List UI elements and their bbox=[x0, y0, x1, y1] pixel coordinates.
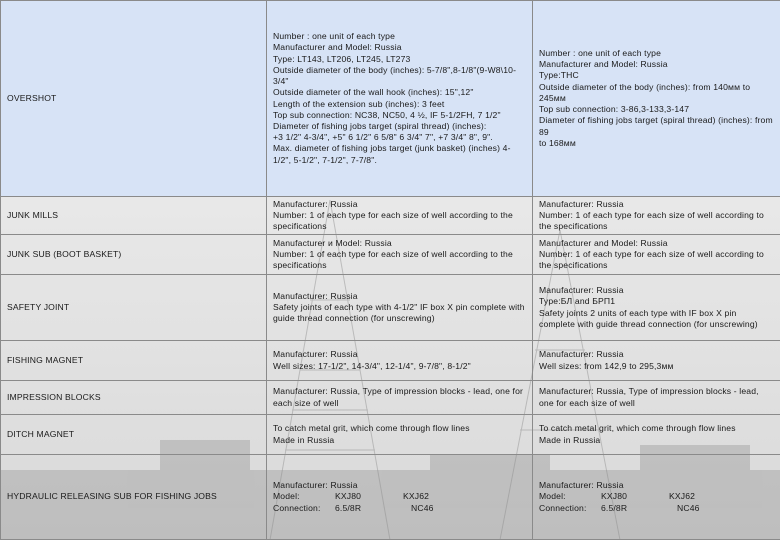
connection-value-1: 6.5/8R bbox=[335, 502, 362, 513]
table-row bbox=[1, 1, 780, 197]
overshot-spec-col1 bbox=[267, 1, 533, 197]
spec-line: Made in Russia bbox=[273, 434, 335, 445]
row-label: OVERSHOT bbox=[1, 1, 267, 197]
spec-line: Outside diameter of the body (inches): 5-7/8",8-1/8"(9-W8\10-3/4" bbox=[273, 64, 517, 87]
model-value-2: KXJ62 bbox=[669, 491, 696, 502]
junk-mills-col2 bbox=[533, 197, 780, 235]
hydraulic-sub-col2 bbox=[533, 455, 780, 540]
spec-line: Outside diameter of the wall hook (inches): 15",12" bbox=[273, 87, 474, 98]
spec-line: Number : one unit of each type bbox=[273, 31, 396, 42]
spec-line: Manufacturer and Model: Russia bbox=[539, 59, 668, 70]
model-value-2: KXJ62 bbox=[403, 491, 430, 502]
spec-line: Safety joints 2 units of each type with IF box X pin complete with guide thread connection (for unscrewing) bbox=[539, 307, 758, 329]
spec-line: Manufacturer and Model: Russia bbox=[539, 237, 668, 248]
spec-line: Manufacturer: Russia bbox=[539, 198, 624, 209]
spec-line: Manufacturer: Russia, Type of impression blocks - lead, one for each size of well bbox=[539, 386, 759, 408]
spec-line: To catch metal grit, which come through flow lines bbox=[539, 423, 736, 434]
spec-line: Top sub connection: 3-86,3-133,3-147 bbox=[539, 104, 690, 115]
spec-line: Number: 1 of each type for each size of well according to the specifications bbox=[539, 248, 764, 271]
fishing-magnet-col2 bbox=[533, 341, 780, 381]
spec-line: Number: 1 of each type for each size of well according to the specifications bbox=[539, 209, 764, 232]
safety-joint-col1 bbox=[267, 275, 533, 341]
overshot-spec-col2 bbox=[533, 1, 780, 197]
row-label: IMPRESSION BLOCKS bbox=[1, 381, 267, 415]
connection-line bbox=[273, 503, 526, 514]
model-line bbox=[539, 491, 774, 502]
spec-line: Manufacturer: Russia bbox=[539, 480, 624, 491]
hydraulic-sub-col1 bbox=[267, 455, 533, 540]
spec-line: Number: 1 of each type for each size of well according to the specifications bbox=[273, 248, 513, 271]
model-line bbox=[273, 491, 526, 502]
spec-line: Outside diameter of the body (inches): from 140мм to 245мм bbox=[539, 81, 751, 103]
spec-line: Type:БЛ and БРП1 bbox=[539, 296, 616, 307]
spec-line: Length of the extension sub (inches): 3 feet bbox=[273, 98, 445, 109]
model-key: Model: bbox=[273, 491, 300, 502]
spec-line: Manufacturer: Russia bbox=[539, 349, 624, 360]
row-label: JUNK SUB (BOOT BASKET) bbox=[1, 235, 267, 275]
connection-value-1: 6.5/8R bbox=[601, 502, 628, 513]
impression-blocks-col2 bbox=[533, 381, 780, 415]
spec-line: Manufacturer: Russia bbox=[273, 349, 358, 360]
fishing-magnet-col1 bbox=[267, 341, 533, 381]
table-row bbox=[1, 197, 780, 235]
spec-line: Manufacturer and Model: Russia bbox=[273, 42, 402, 53]
ditch-magnet-col1 bbox=[267, 415, 533, 455]
spec-line: Manufacturer: Russia, Type of impression blocks - lead, one for each size of well bbox=[273, 386, 524, 408]
connection-key: Connection: bbox=[273, 502, 321, 513]
connection-value-2: NC46 bbox=[411, 502, 434, 513]
table-row bbox=[1, 275, 780, 341]
row-label: SAFETY JOINT bbox=[1, 275, 267, 341]
junk-sub-col1 bbox=[267, 235, 533, 275]
connection-value-2: NC46 bbox=[677, 502, 700, 513]
spec-line: Made in Russia bbox=[539, 434, 601, 445]
spec-line: To catch metal grit, which come through flow lines bbox=[273, 423, 470, 434]
spec-line: Type: LT143, LT206, LT245, LT273 bbox=[273, 53, 411, 64]
ditch-magnet-col2 bbox=[533, 415, 780, 455]
spec-line: +3 1/2" 4-3/4", +5" 6 1/2" 6 5/8" 6 3/4" 7", +7 3/4" 8", 9". bbox=[273, 132, 493, 143]
spec-line: Diameter of fishing jobs target (spiral thread) (inches): bbox=[273, 120, 487, 131]
spec-line: Well sizes: 17-1/2", 14-3/4", 12-1/4", 9-7/8", 8-1/2" bbox=[273, 360, 471, 371]
row-label: JUNK MILLS bbox=[1, 197, 267, 235]
safety-joint-col2 bbox=[533, 275, 780, 341]
spec-line: Diameter of fishing jobs target (spiral thread) (inches): from 89 bbox=[539, 115, 773, 137]
row-label: DITCH MAGNET bbox=[1, 415, 267, 455]
connection-line bbox=[539, 503, 774, 514]
spec-line: Number : one unit of each type bbox=[539, 48, 662, 59]
spec-line: Manufacturer: Russia bbox=[539, 285, 624, 296]
model-key: Model: bbox=[539, 491, 566, 502]
impression-blocks-col1 bbox=[267, 381, 533, 415]
spec-line: Manufacturer: Russia bbox=[273, 480, 358, 491]
junk-sub-col2 bbox=[533, 235, 780, 275]
table-row bbox=[1, 341, 780, 381]
table-row bbox=[1, 415, 780, 455]
spec-line: Safety joints of each type with 4-1/2" IF box X pin complete with guide thread connection (for unscrewing) bbox=[273, 301, 525, 324]
table-row bbox=[1, 455, 780, 540]
spec-line: Manufacturer: Russia bbox=[273, 198, 358, 209]
spec-line: Top sub connection: NC38, NC50, 4 ½, IF 5-1/2FH, 7 1/2" bbox=[273, 109, 501, 120]
junk-mills-col1 bbox=[267, 197, 533, 235]
model-value-1: KXJ80 bbox=[601, 491, 628, 502]
spec-line: Manufacturer и Model: Russia bbox=[273, 237, 392, 248]
row-label: HYDRAULIC RELEASING SUB FOR FISHING JOBS bbox=[1, 455, 267, 540]
spec-line: Manufacturer: Russia bbox=[273, 290, 358, 301]
spec-line: Max. diameter of fishing jobs target (junk basket) (inches) 4-1/2", 5-1/2", 7-1/2", 7-7/8". bbox=[273, 143, 511, 165]
row-label: FISHING MAGNET bbox=[1, 341, 267, 381]
spec-line: Type:THC bbox=[539, 70, 579, 81]
spec-line: to 168мм bbox=[539, 137, 576, 148]
spec-line: Number: 1 of each type for each size of well according to the specifications bbox=[273, 209, 513, 232]
table-row bbox=[1, 235, 780, 275]
model-value-1: KXJ80 bbox=[335, 491, 362, 502]
spec-line: Well sizes: from 142,9 to 295,3мм bbox=[539, 360, 674, 371]
connection-key: Connection: bbox=[539, 502, 587, 513]
table-row bbox=[1, 381, 780, 415]
